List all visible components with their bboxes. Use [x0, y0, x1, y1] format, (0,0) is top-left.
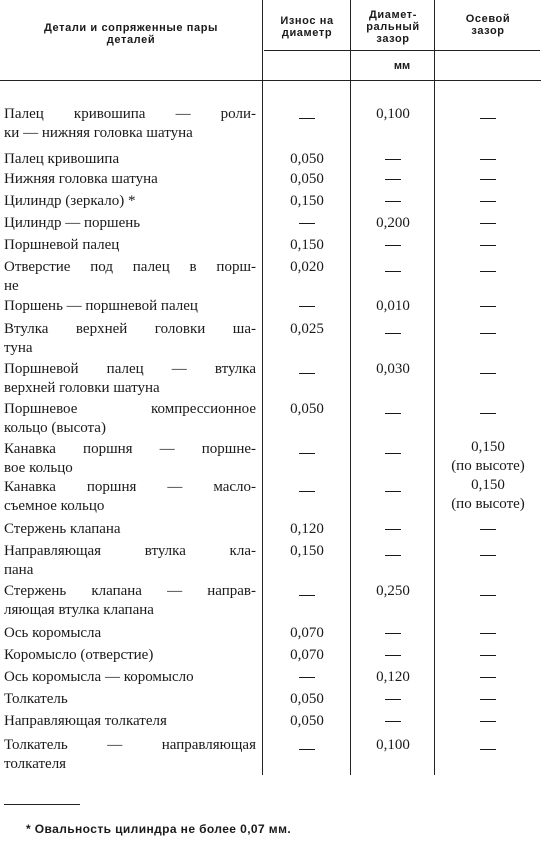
part-name-line: не: [4, 278, 19, 294]
wear-value: 0,070: [290, 625, 324, 641]
part-name-line: Стержень клапана — направ-: [4, 583, 256, 599]
axial-note: (по высоте): [451, 458, 525, 474]
axial-value: [436, 236, 540, 255]
diametral-value: [352, 482, 434, 501]
wear-value: [264, 214, 350, 233]
dash: [480, 223, 496, 225]
part-name-line: Цилиндр (зеркало) *: [4, 193, 136, 209]
part-name-line: Отверстие под палец в порш-: [4, 259, 256, 275]
dash: [480, 333, 496, 335]
diametral-value: [352, 444, 434, 463]
dash: [385, 699, 401, 701]
header-wear: Износ на диаметр: [280, 15, 334, 39]
axial-value: [436, 297, 540, 316]
dash: [480, 413, 496, 415]
part-name-line: съемное кольцо: [4, 498, 105, 514]
dash: [480, 271, 496, 273]
part-name-line: Стержень клапана: [4, 521, 121, 537]
part-name-line: Канавка поршня — масло-: [4, 479, 256, 495]
diametral-value: [352, 236, 434, 255]
diametral-value: 0,010: [376, 298, 410, 314]
part-name-line: Ось коромысла — коромысло: [4, 669, 194, 685]
axial-value: [436, 192, 540, 211]
part-name: [4, 646, 256, 665]
dash: [299, 118, 315, 120]
diametral-value: [352, 646, 434, 665]
dash: [385, 529, 401, 531]
dash: [299, 453, 315, 455]
part-name-line: Толкатель: [4, 691, 68, 707]
part-name: [4, 478, 256, 516]
dash: [299, 491, 315, 493]
wear-value: 0,120: [290, 521, 324, 537]
footnote-rule: [4, 804, 80, 805]
part-name-line: Цилиндр — поршень: [4, 215, 141, 231]
dash: [480, 245, 496, 247]
part-name: [4, 400, 256, 438]
dash: [299, 749, 315, 751]
axial-value: [436, 624, 540, 643]
part-name-line: Палец кривошипа: [4, 151, 120, 167]
diametral-value: [352, 404, 434, 423]
part-name-line: Ось коромысла: [4, 625, 102, 641]
axial-value: [436, 170, 540, 189]
dash: [385, 413, 401, 415]
part-name: [4, 582, 256, 620]
axial-value: [436, 646, 540, 665]
header-axial: Осевой зазор: [465, 13, 511, 37]
diametral-value: 0,120: [376, 669, 410, 685]
part-name-line: Направляющая толкателя: [4, 713, 167, 729]
axial-value: [436, 214, 540, 233]
diametral-value: [352, 324, 434, 343]
dash: [480, 633, 496, 635]
wear-value: [264, 297, 350, 316]
axial-value: 0,150 (по высоте): [436, 476, 540, 514]
dash: [385, 633, 401, 635]
dash: [480, 655, 496, 657]
part-name: [4, 236, 256, 255]
wear-value: [264, 740, 350, 759]
part-name: [4, 192, 256, 211]
axial-value: [436, 586, 540, 605]
column-rule: [350, 0, 351, 775]
wear-value: [264, 444, 350, 463]
dash: [480, 201, 496, 203]
axial-value: 0,150 (по высоте): [436, 438, 540, 476]
dash: [299, 373, 315, 375]
part-name-line: толкателя: [4, 756, 67, 772]
diametral-value: [352, 690, 434, 709]
dash: [299, 306, 315, 308]
part-name-line: Палец кривошипа — роли-: [4, 106, 256, 122]
dash: [480, 179, 496, 181]
part-name-line: Направляющая втулка кла-: [4, 543, 256, 559]
part-name: [4, 690, 256, 709]
table-header: [0, 0, 541, 81]
dash: [480, 529, 496, 531]
wear-value: [264, 586, 350, 605]
dash: [299, 677, 315, 679]
part-name-line: Поршневой палец: [4, 237, 120, 253]
part-name: [4, 320, 256, 358]
axial-value: [436, 404, 540, 423]
diametral-value: 0,100: [376, 737, 410, 753]
axial-value: [436, 668, 540, 687]
axial-value: [436, 520, 540, 539]
axial-note: (по высоте): [451, 496, 525, 512]
dash: [385, 721, 401, 723]
axial-value: [436, 109, 540, 128]
axial-value: [436, 740, 540, 759]
header-diametral: Диамет-ральный зазор: [366, 9, 420, 45]
footnote: * Овальность цилиндра не более 0,07 мм.: [26, 822, 292, 836]
dash: [480, 118, 496, 120]
wear-value: 0,150: [290, 193, 324, 209]
part-name: [4, 360, 256, 398]
part-name-line: Нижняя головка шатуна: [4, 171, 158, 187]
axial-value: [436, 324, 540, 343]
wear-value: 0,070: [290, 647, 324, 663]
header-unit: мм: [264, 50, 540, 81]
part-name-line: Поршень — поршневой палец: [4, 298, 198, 314]
diametral-value: [352, 520, 434, 539]
part-name-line: Канавка поршня — поршне-: [4, 441, 256, 457]
wear-value: 0,050: [290, 171, 324, 187]
wear-value: 0,025: [290, 321, 324, 337]
dash: [385, 453, 401, 455]
dash: [385, 159, 401, 161]
wear-value: 0,050: [290, 401, 324, 417]
part-name-line: Коромысло (отверстие): [4, 647, 154, 663]
dash: [480, 306, 496, 308]
axial-value: [436, 364, 540, 383]
dash: [385, 333, 401, 335]
dash: [385, 245, 401, 247]
dash: [480, 159, 496, 161]
dash: [480, 677, 496, 679]
dash: [480, 721, 496, 723]
part-name-line: ляющая втулка клапана: [4, 602, 154, 618]
part-name-line: Толкатель — направляющая: [4, 737, 256, 753]
wear-value: [264, 668, 350, 687]
diametral-value: [352, 192, 434, 211]
part-name: [4, 150, 256, 169]
part-name-line: Поршневое компрессионное: [4, 401, 256, 417]
dash: [480, 595, 496, 597]
axial-value: [436, 150, 540, 169]
part-name: [4, 712, 256, 731]
dash: [385, 201, 401, 203]
diametral-value: [352, 624, 434, 643]
wear-value: 0,020: [290, 259, 324, 275]
dash: [385, 179, 401, 181]
diametral-value: [352, 546, 434, 565]
dash: [299, 595, 315, 597]
part-name: [4, 170, 256, 189]
wear-value: 0,050: [290, 713, 324, 729]
axial-value: [436, 262, 540, 281]
axial-value: [436, 546, 540, 565]
diametral-value: [352, 150, 434, 169]
part-name: [4, 542, 256, 580]
dash: [480, 555, 496, 557]
header-parts: Детали и сопряженные пары деталей: [43, 22, 219, 46]
dash: [299, 223, 315, 225]
dash: [480, 749, 496, 751]
part-name: [4, 668, 256, 687]
part-name-line: ки — нижняя головка шатуна: [4, 125, 193, 141]
part-name: [4, 214, 256, 233]
wear-value: 0,050: [290, 691, 324, 707]
axial-value: [436, 712, 540, 731]
diametral-value: [352, 170, 434, 189]
dash: [385, 271, 401, 273]
wear-value: [264, 109, 350, 128]
part-name: [4, 105, 256, 143]
part-name-line: верхней головки шатуна: [4, 380, 160, 396]
part-name: [4, 297, 256, 316]
dash: [480, 699, 496, 701]
part-name-line: Втулка верхней головки ша-: [4, 321, 256, 337]
column-rule: [434, 0, 435, 775]
diametral-value: 0,100: [376, 106, 410, 122]
part-name: [4, 736, 256, 774]
wear-value: 0,150: [290, 237, 324, 253]
part-name: [4, 440, 256, 478]
part-name-line: вое кольцо: [4, 460, 73, 476]
axial-value: [436, 690, 540, 709]
part-name-line: кольцо (высота): [4, 420, 106, 436]
wear-value: 0,050: [290, 151, 324, 167]
part-name: [4, 258, 256, 296]
diametral-value: 0,250: [376, 583, 410, 599]
diametral-value: 0,200: [376, 215, 410, 231]
wear-value: [264, 364, 350, 383]
column-rule: [262, 0, 263, 775]
diametral-value: 0,030: [376, 361, 410, 377]
part-name: [4, 520, 256, 539]
diametral-value: [352, 262, 434, 281]
part-name: [4, 624, 256, 643]
dash: [385, 491, 401, 493]
diametral-value: [352, 712, 434, 731]
wear-value: [264, 482, 350, 501]
dash: [385, 555, 401, 557]
part-name-line: пана: [4, 562, 34, 578]
wear-value: 0,150: [290, 543, 324, 559]
dash: [480, 373, 496, 375]
dash: [385, 655, 401, 657]
part-name-line: туна: [4, 340, 33, 356]
part-name-line: Поршневой палец — втулка: [4, 361, 256, 377]
